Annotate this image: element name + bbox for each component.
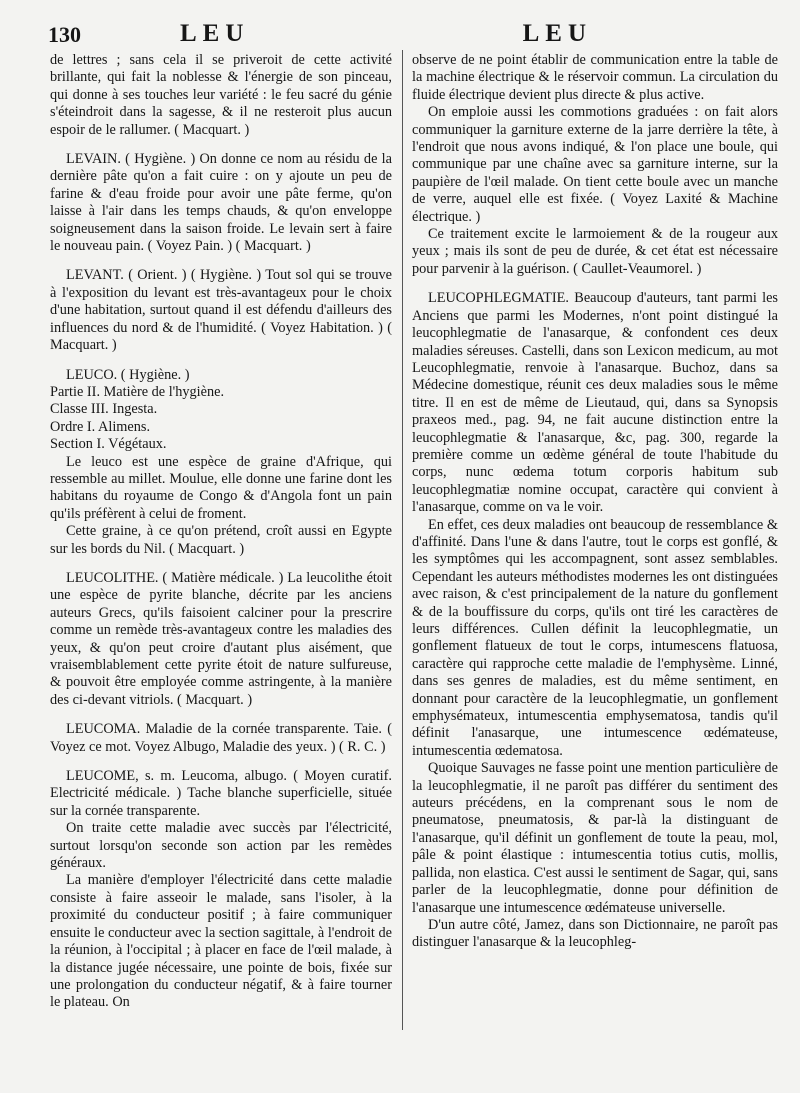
entry-leucolithe [50,570,392,709]
page-header [48,18,772,52]
paragraph: D'un autre côté, Jamez, dans son Dictionnaire, ne paroît pas distinguer l'anasarque & la leucophleg- [412,916,778,951]
entry-title: LEUCO. ( Hygiène. ) [66,366,190,383]
entry-continuation [412,52,778,278]
column-divider [402,50,403,1030]
paragraph: LEUCOMA. Maladie de la cornée transparente. Taie. ( Voyez ce mot. Voyez Albugo, Maladie des yeux. ) ( R. C. ) [50,721,392,755]
entry-continuation [50,52,392,139]
running-head-left: LEU [180,20,250,47]
paragraph: observe de ne point établir de communication entre la table de la machine électrique & le réservoir commun. La circulation du fluide électrique devient plus directe & plus active. [412,52,778,103]
paragraph: LEVANT. ( Orient. ) ( Hygiène. ) Tout sol qui se trouve à l'exposition du levant est très-avantageux pour le choix d'une habitation, surtout quand il est défendu d'ailleurs des influences du nord & de l'humidité. ( Voyez Habitation. ) ( Macquart. ) [50,267,392,354]
paragraph: Cette graine, à ce qu'on prétend, croît aussi en Egypte sur les bords du Nil. ( Macquart. ) [50,523,392,557]
paragraph: Le leuco est une espèce de graine d'Afrique, qui ressemble au millet. Moulue, elle donne une farine dont les habitans du royaume de Congo & d'Angola font un pain qu'ils préfèrent à celui de froment. [50,453,392,522]
paragraph: LEUCOPHLEGMATIE. Beaucoup d'auteurs, tant parmi les Anciens que parmi les Modernes, n'ont point distingué la leucophlegmatie de l'anasarque, & confondent ces deux maladies séreuses. Castelli, dans son Lexicon medicum, au mot Leucophlegmatie, renvoie à l'anasarque. Buchoz, dans sa Médecine domestique, réunit ces deux maladies sous le même titre. Il en est de même de Lieutaud, qui, dans sa Synopsis praxeos med., pag. 94, ne fait aucune distinction entre la leucophlegmatie & l'anasarque, &c, pag. 300, regarde la première comme un œdème général de toute l'habitude du corps, nunc œdema totum corporis habitum sub leucophlegmatiæ nomine occupat, caractère qui convient à l'anasarque, comme on va le voir. [412,290,778,516]
paragraph: Quoique Sauvages ne fasse point une mention particulière de la leucophlegmatie, il ne paroît pas différer du sentiment des auteurs précédens, en la comprenant sous le nom de pneumatose, pneumatosis, & par-là la distinguant de l'anasarque, qu'il définit un gonflement de toute la peau, mol, pâle & point élastique : intumescentia totius cutis, mollis, pallida, non elastica. C'est aussi le sentiment de Sagar, qui, sans parler de la leucophlegmatie, donne pour définition de l'anasarque une intumescence œdémateuse universelle. [412,760,778,916]
page-number: 130 [48,22,81,47]
left-column [50,52,392,1012]
running-head-right: LEU [522,20,592,47]
paragraph: Ce traitement excite le larmoiement & de la rougeur aux yeux ; mais ils sont de peu de durée, & cet état est nécessaire pour parvenir à la guérison. ( Caullet-Veaumorel. ) [412,226,778,277]
entry-leucome [50,768,392,1012]
entry-leuco [50,367,392,558]
right-column [412,52,778,952]
entry-leucophlegmatie [412,290,778,951]
classification-line: Partie II. Matière de l'hygiène. [50,383,225,400]
paragraph: On traite cette maladie avec succès par l'électricité, surtout lorsqu'on seconde son action par les remèdes généraux. [50,820,392,872]
entry-levant [50,267,392,354]
classification-line: Ordre I. Alimens. [50,418,151,435]
entry-levain [50,151,392,255]
paragraph: En effet, ces deux maladies ont beaucoup de ressemblance & d'affinité. Dans l'une & dans l'autre, tout le corps est gonflé, & les symptômes qui les accompagnent, sont assez semblables. Cependant les auteurs méthodistes modernes les ont distinguées avec raison, & c'est principalement de la nature du gonflement & de la bouffissure du corps, qu'ils ont tiré les caractères de leurs différences. Cullen définit la leucophlegmatie, un gonflement flatueux de tout le corps, intumescens flatuosa, caractère qui rapproche cette maladie de l'emphysème. Linné, dans ses genres de maladies, est du même sentiment, en donnant pour caractère de la leucophlegmatie, un gonflement emphysémateux, intumescentia emphysematosa, tandis qu'il définit l'anasarque, une intumescence œdémateuse, intumescentia œdematosa. [412,516,778,759]
paragraph: LEUCOME, s. m. Leucoma, albugo. ( Moyen curatif. Electricité médicale. ) Tache blanche superficielle, située sur la cornée transparente. [50,768,392,819]
paragraph: LEUCOLITHE. ( Matière médicale. ) La leucolithe étoit une espèce de pyrite blanche, décrite par les anciens auteurs Grecs, qu'ils faisoient calciner pour la prescrire comme un remède très-avantageux contre les maladies des yeux, & qu'on peut croire d'autant plus aisément, que vraisemblablement cette pyrite étoit de nature sulfureuse, & pouvoit être employée comme astringente, à la manière des ci-devant vitriols. ( Macquart. ) [50,569,392,708]
entry-leucoma [50,721,392,756]
classification-line: Section I. Végétaux. [50,436,167,453]
paragraph: de lettres ; sans cela il se priveroit de cette activité brillante, qui fait la noblesse & l'énergie de son pinceau, qui donne à ses touches leur variété : le feu sacré du génie s'éteindroit dans la sagesse, & il ne resteroit plus aucun espoir de le rallumer. ( Macquart. ) [50,52,392,138]
paragraph: La manière d'employer l'électricité dans cette maladie consiste à faire asseoir le malade, sans l'isoler, à la proximité du conducteur positif ; à faire communiquer ensuite le conducteur avec la section sagittale, à l'endroit de la réunion, à l'occipital ; à placer en face de l'œil malade, à la distance jugée nécessaire, une pointe de bois, fixée sur une prolongation du conducteur négatif, & à faire tourner le plateau. On [50,872,392,1011]
paragraph: On emploie aussi les commotions graduées : on fait alors communiquer la garniture externe de la jarre derrière la tête, à l'endroit que nous avons indiqué, & l'on place une boule, qui communique par une chaîne avec sa garniture interne, sur la paupière de l'œil malade. On tient cette boule avec un manche de verre, auquel elle est fixée. ( Voyez Laxité & Machine électrique. ) [412,104,778,225]
paragraph: LEVAIN. ( Hygiène. ) On donne ce nom au résidu de la dernière pâte qu'on a fait cuire : on y ajoute un peu de farine & d'eau froide pour avoir une pâte ferme, qu'on laisse à l'air dans les temps chauds, & qu'on enveloppe soigneusement dans la saison froide. Le levain sert à faire le nouveau pain. ( Voyez Pain. ) ( Macquart. ) [50,151,392,255]
classification-line: Classe III. Ingesta. [50,401,158,418]
